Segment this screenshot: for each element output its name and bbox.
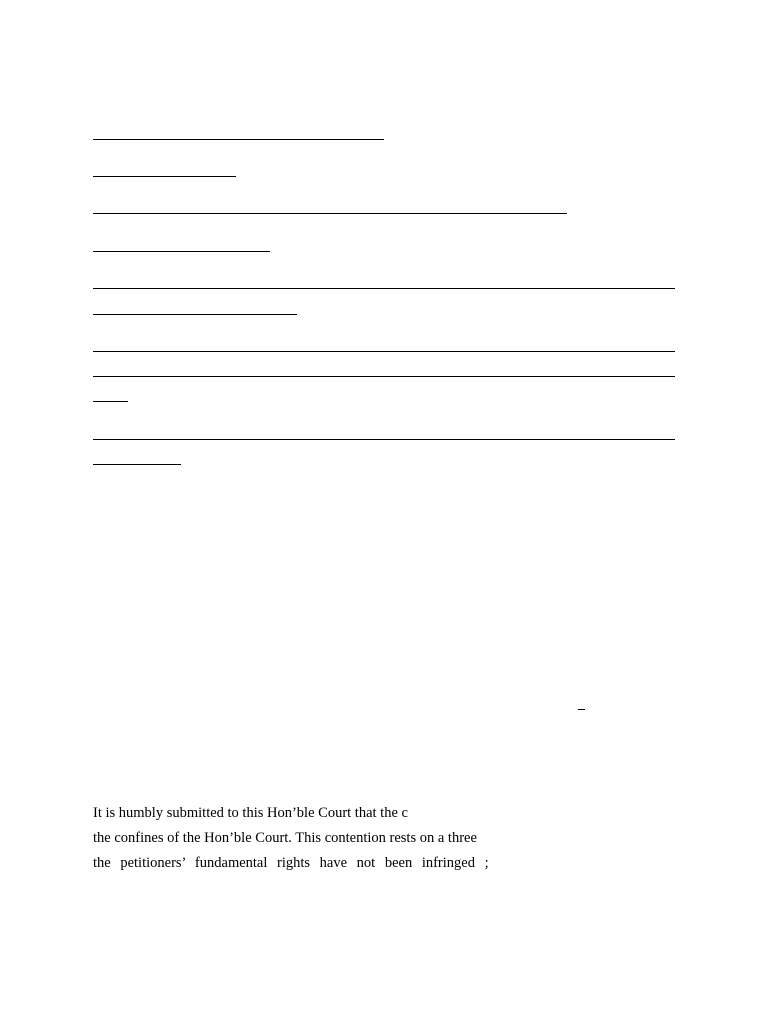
underline-rule-1 <box>93 139 384 140</box>
underline-rule-3 <box>93 213 567 214</box>
underline-rule-10 <box>93 439 675 440</box>
dash-mark <box>578 709 585 710</box>
underline-rule-11 <box>93 464 181 465</box>
underline-rule-8 <box>93 376 675 377</box>
underline-rule-4 <box>93 251 270 252</box>
body-text-line-2: the confines of the Hon’ble Court. This contention rests on a three <box>93 830 477 846</box>
underline-rule-9 <box>93 401 128 402</box>
underline-rule-7 <box>93 351 675 352</box>
underline-rule-5 <box>93 288 675 289</box>
underline-rule-2 <box>93 176 236 177</box>
underline-rule-6 <box>93 314 297 315</box>
body-text-line-1: It is humbly submitted to this Hon’ble Court that the c <box>93 805 408 821</box>
body-text-line-3: the petitioners’ fundamental rights have not been infringed ; <box>93 855 489 871</box>
